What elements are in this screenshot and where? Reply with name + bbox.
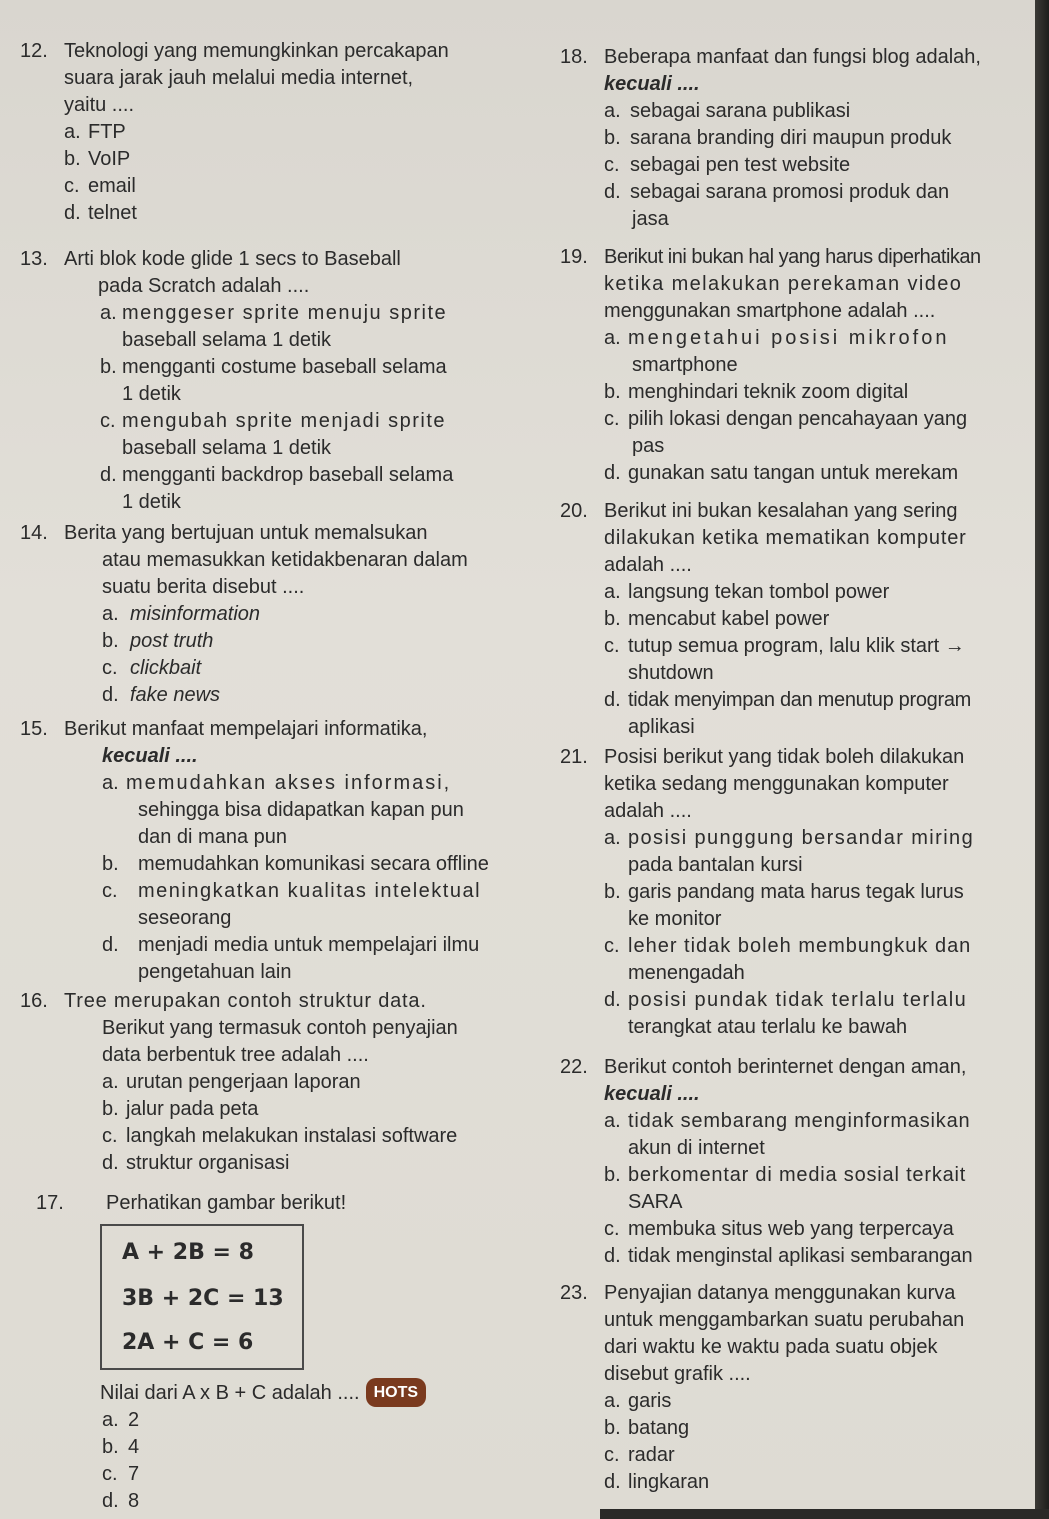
option-a-cont: akun di internet (628, 1137, 765, 1159)
question-stem-line: kecuali .... (604, 73, 700, 95)
option-d[interactable]: d. tidak menyimpan dan menutup program (604, 689, 972, 711)
option-b[interactable]: b. sarana branding diri maupun produk (604, 127, 952, 149)
question-stem-line: kecuali .... (604, 1083, 700, 1105)
question-stem-line: adalah .... (604, 800, 692, 822)
question-stem-line: ketika melakukan perekaman video (604, 273, 963, 295)
question-17 (20, 1190, 530, 1217)
option-a-cont: smartphone (632, 354, 738, 376)
question-number: 21. (560, 746, 588, 768)
option-b[interactable]: b. mengganti costume baseball selama (100, 356, 447, 378)
option-a[interactable]: a. tidak sembarang menginformasikan (604, 1110, 971, 1132)
question-stem-line: suara jarak jauh melalui media internet, (64, 67, 414, 89)
option-d-cont: jasa (632, 208, 669, 230)
option-c-cont: menengadah (628, 962, 745, 984)
question-stem-line: Berikut ini bukan hal yang harus diperhatikan (604, 246, 981, 268)
option-d[interactable]: d. lingkaran (604, 1471, 710, 1493)
option-a-cont: sehingga bisa didapatkan kapan pun (138, 799, 464, 821)
option-b-cont: SARA (628, 1191, 683, 1213)
question-stem-line: Tree merupakan contoh struktur data. (64, 990, 427, 1012)
option-c[interactable]: c. pilih lokasi dengan pencahayaan yang (604, 408, 968, 430)
option-d-cont: aplikasi (628, 716, 695, 738)
question-stem-line: Berikut contoh berinternet dengan aman, (604, 1056, 967, 1078)
question-stem-line: adalah .... (604, 554, 692, 576)
question-stem-line: dari waktu ke waktu pada suatu objek (604, 1336, 938, 1358)
question-15 (20, 716, 530, 986)
option-c-cont: pas (632, 435, 665, 457)
option-a[interactable]: a. 2 (102, 1409, 140, 1431)
option-c[interactable]: c. clickbait (102, 657, 202, 679)
question-stem-line: Penyajian datanya menggunakan kurva (604, 1282, 956, 1304)
option-c[interactable]: c. meningkatkan kualitas intelektual (102, 880, 482, 902)
question-stem-line: Berikut ini bukan kesalahan yang sering (604, 500, 958, 522)
option-c-cont: baseball selama 1 detik (122, 437, 332, 459)
question-number: 13. (20, 248, 48, 270)
option-d[interactable]: d. gunakan satu tangan untuk merekam (604, 462, 959, 484)
question-19 (560, 244, 1030, 487)
option-a[interactable]: a. garis (604, 1390, 672, 1412)
option-d[interactable]: d. 8 (102, 1490, 140, 1512)
option-c[interactable]: c. email (64, 175, 136, 197)
option-b[interactable]: b. post truth (102, 630, 214, 652)
option-c[interactable]: c. leher tidak boleh membungkuk dan (604, 935, 972, 957)
option-c[interactable]: c. mengubah sprite menjadi sprite (100, 410, 447, 432)
question-number: 22. (560, 1056, 588, 1078)
question-17-body (100, 1378, 530, 1515)
option-c-cont: shutdown (628, 662, 714, 684)
page-bottom-edge (600, 1509, 1049, 1519)
option-b[interactable]: b. 4 (102, 1436, 140, 1458)
option-a[interactable]: a. menggeser sprite menuju sprite (100, 302, 448, 324)
question-stem-line: ketika sedang menggunakan komputer (604, 773, 949, 795)
question-stem-line: atau memasukkan ketidakbenaran dalam (102, 549, 468, 571)
question-stem-line: Perhatikan gambar berikut! (106, 1192, 347, 1214)
option-d[interactable]: d. mengganti backdrop baseball selama (100, 464, 454, 486)
question-17-prompt: Nilai dari A x B + C adalah .... HOTS (100, 1378, 530, 1407)
option-d[interactable]: d. sebagai sarana promosi produk dan (604, 181, 950, 203)
question-21 (560, 744, 1030, 1041)
option-c[interactable]: c. membuka situs web yang terpercaya (604, 1218, 954, 1240)
option-b-cont: 1 detik (122, 383, 181, 405)
question-stem-line: pada Scratch adalah .... (98, 275, 310, 297)
option-b[interactable]: b. garis pandang mata harus tegak lurus (604, 881, 964, 903)
option-d-cont: terangkat atau terlalu ke bawah (628, 1016, 908, 1038)
equation-1: A + 2B = 8 (122, 1240, 254, 1265)
option-d[interactable]: d. tidak menginstal aplikasi sembarangan (604, 1245, 973, 1267)
question-number: 20. (560, 500, 588, 522)
option-b-cont: ke monitor (628, 908, 722, 930)
question-stem-line: dilakukan ketika mematikan komputer (604, 527, 967, 549)
question-stem-line: Berikut yang termasuk contoh penyajian (102, 1017, 458, 1039)
option-a[interactable]: a. memudahkan akses informasi, (102, 772, 452, 794)
option-c[interactable]: c. tutup semua program, lalu klik start → (604, 635, 965, 657)
option-c[interactable]: c. sebagai pen test website (604, 154, 851, 176)
question-12 (20, 38, 520, 227)
option-d-cont: 1 detik (122, 491, 181, 513)
option-b[interactable]: b. memudahkan komunikasi secara offline (102, 853, 489, 875)
question-stem-line: disebut grafik .... (604, 1363, 751, 1385)
option-a-cont: pada bantalan kursi (628, 854, 803, 876)
question-number: 18. (560, 46, 588, 68)
question-number: 14. (20, 522, 48, 544)
option-b[interactable]: b. berkomentar di media sosial terkait (604, 1164, 967, 1186)
question-stem-line: Beberapa manfaat dan fungsi blog adalah, (604, 46, 981, 68)
option-d[interactable]: d. fake news (102, 684, 221, 706)
option-d[interactable]: d. menjadi media untuk mempelajari ilmu (102, 934, 480, 956)
option-a[interactable]: a. misinformation (102, 603, 261, 625)
question-number: 16. (20, 990, 48, 1012)
option-c[interactable]: c. langkah melakukan instalasi software (102, 1125, 458, 1147)
question-16 (20, 988, 530, 1177)
question-number: 19. (560, 246, 588, 268)
option-b[interactable]: b. mencabut kabel power (604, 608, 830, 630)
option-c[interactable]: c. radar (604, 1444, 675, 1466)
question-number: 23. (560, 1282, 588, 1304)
question-stem-line: Posisi berikut yang tidak boleh dilakukan (604, 746, 965, 768)
equation-2: 3B + 2C = 13 (122, 1286, 284, 1311)
option-a-cont: baseball selama 1 detik (122, 329, 332, 351)
question-stem-line: Berita yang bertujuan untuk memalsukan (64, 522, 428, 544)
option-d[interactable]: d. struktur organisasi (102, 1152, 290, 1174)
option-a[interactable]: a. posisi punggung bersandar miring (604, 827, 975, 849)
option-d[interactable]: d. telnet (64, 202, 137, 224)
equation-box (100, 1224, 304, 1370)
option-a[interactable]: a. mengetahui posisi mikrofon (604, 327, 950, 349)
option-b[interactable]: b. jalur pada peta (102, 1098, 259, 1120)
equation-3: 2A + C = 6 (122, 1330, 254, 1355)
question-stem-line: Teknologi yang memungkinkan percakapan (64, 40, 449, 62)
option-a-cont: dan di mana pun (138, 826, 288, 848)
question-stem-line: data berbentuk tree adalah .... (102, 1044, 369, 1066)
page-edge (1035, 0, 1049, 1519)
option-a[interactable]: a. sebagai sarana publikasi (604, 100, 851, 122)
question-13 (20, 246, 520, 516)
option-d-cont: pengetahuan lain (138, 961, 292, 983)
question-number: 12. (20, 40, 48, 62)
option-c[interactable]: c. 7 (102, 1463, 140, 1485)
question-stem-line: menggunakan smartphone adalah .... (604, 300, 936, 322)
hots-badge: HOTS (366, 1378, 426, 1407)
option-b[interactable]: b. batang (604, 1417, 690, 1439)
question-20 (560, 498, 1030, 741)
question-22 (560, 1054, 1030, 1270)
option-d[interactable]: d. posisi pundak tidak terlalu terlalu (604, 989, 968, 1011)
option-b[interactable]: b. VoIP (64, 148, 131, 170)
question-14 (20, 520, 520, 709)
question-number: 15. (20, 718, 48, 740)
option-a[interactable]: a. urutan pengerjaan laporan (102, 1071, 361, 1093)
option-b[interactable]: b. menghindari teknik zoom digital (604, 381, 909, 403)
question-18 (560, 44, 1030, 233)
option-c-cont: seseorang (138, 907, 232, 929)
question-stem-line: yaitu .... (64, 94, 135, 116)
question-stem-line: Berikut manfaat mempelajari informatika, (64, 718, 428, 740)
question-23 (560, 1280, 1030, 1496)
question-stem-line: Arti blok kode glide 1 secs to Baseball (64, 248, 401, 270)
option-a[interactable]: a. langsung tekan tombol power (604, 581, 890, 603)
question-number: 17. (36, 1192, 64, 1214)
question-stem-line: suatu berita disebut .... (102, 576, 305, 598)
question-stem-line: untuk menggambarkan suatu perubahan (604, 1309, 965, 1331)
option-a[interactable]: a. FTP (64, 121, 126, 143)
question-stem-line: kecuali .... (102, 745, 198, 767)
